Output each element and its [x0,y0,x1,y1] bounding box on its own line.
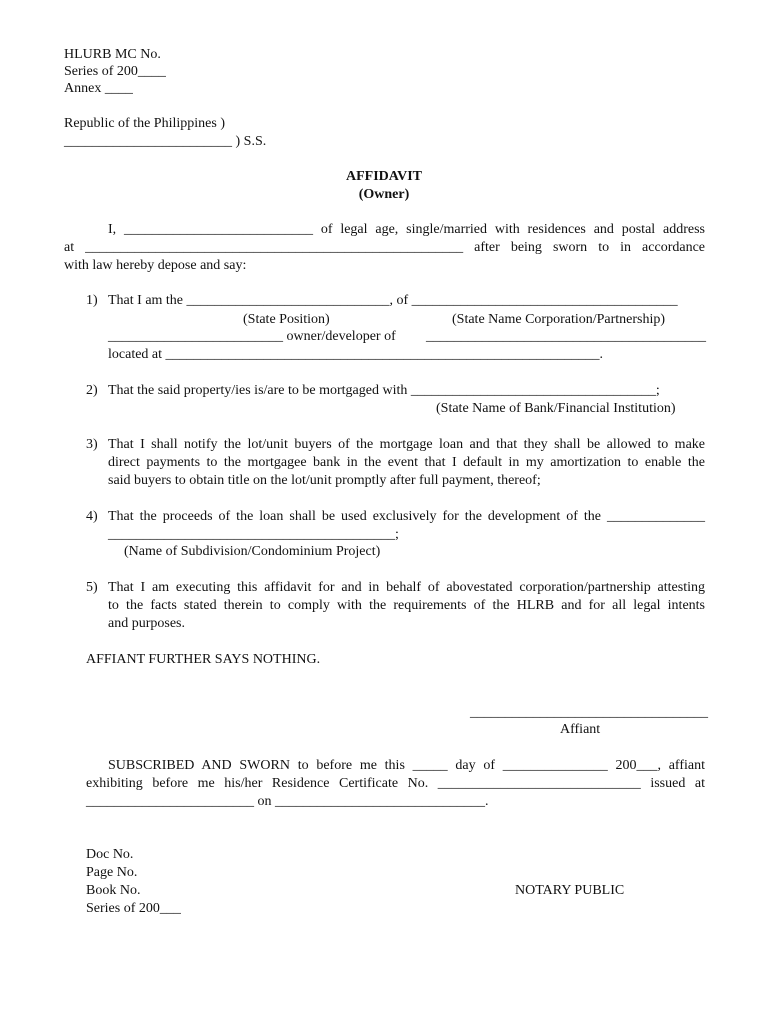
annex-line: Annex ____ [64,81,133,96]
document-subtitle: (Owner) [358,187,410,202]
affiant-label: Affiant [560,722,601,737]
jurat-line-2: exhibiting before me his/her Residence Certificate No. _____________________________ issued at [86,776,705,791]
intro-line-1: I, ___________________________ of legal age, single/married with residences and postal address [108,222,705,237]
doc-no: Doc No. [86,847,134,862]
series-line: Series of 200____ [64,64,166,79]
notary-series: Series of 200___ [86,901,181,916]
item-2-number: 2) [86,383,98,398]
jurat-line-1: SUBSCRIBED AND SWORN to before me this _____ day of _______________ 200___, affiant [108,758,705,773]
item-5-line-1: That I am executing this affidavit for and in behalf of abovestated corporation/partnership attesting [108,580,705,595]
item-2-hint: (State Name of Bank/Financial Institution) [436,401,676,416]
intro-line-3: with law hereby depose and say: [64,258,247,273]
jurat-line-3: ________________________ on ______________________________. [86,794,489,809]
item-3-line-2: direct payments to the mortgagee bank in the event that I default in my amortization to enable the [108,455,705,470]
page-no: Page No. [86,865,138,880]
hlurb-mc-no: HLURB MC No. [64,47,161,62]
book-no: Book No. [86,883,141,898]
item-5-number: 5) [86,580,98,595]
item-1-number: 1) [86,293,98,308]
intro-line-2: at ______________________________________________________ after being sworn to in accordance [64,240,705,255]
item-2-line-1: That the said property/ies is/are to be mortgaged with ___________________________________; [108,383,660,398]
item-5-line-3: and purposes. [108,616,185,631]
venue-republic: Republic of the Philippines ) [64,116,225,131]
item-1-line-2a: _________________________ owner/developer of [108,329,396,344]
item-4-hint: (Name of Subdivision/Condominium Project) [124,544,381,559]
notary-public-label: NOTARY PUBLIC [515,883,625,898]
item-1-line-1: That I am the _____________________________, of ______________________________________ [108,293,678,308]
item-1-line-3: located at ______________________________________________________________. [108,347,604,362]
document-title: AFFIDAVIT [346,169,422,184]
item-5-line-2: to the facts stated therein to comply with the requirements of the HLRB and for all legal intents [108,598,705,613]
item-1-hint-position: (State Position) [243,312,330,327]
affiant-signature-line: __________________________________ [470,705,708,720]
affiant-further-says: AFFIANT FURTHER SAYS NOTHING. [86,652,321,667]
venue-locality: ________________________ ) S.S. [64,134,267,149]
item-1-hint-corporation: (State Name Corporation/Partnership) [452,312,666,327]
item-4-line-1: That the proceeds of the loan shall be used exclusively for the development of the ______________ [108,509,705,524]
item-4-number: 4) [86,509,98,524]
item-4-line-2: _________________________________________; [108,527,399,542]
item-1-line-2b: ________________________________________ [426,329,706,344]
item-3-number: 3) [86,437,98,452]
item-3-line-1: That I shall notify the lot/unit buyers of the mortgage loan and that they shall be allowed to make [108,437,705,452]
item-3-line-3: said buyers to obtain title on the lot/unit promptly after full payment, thereof; [108,473,541,488]
